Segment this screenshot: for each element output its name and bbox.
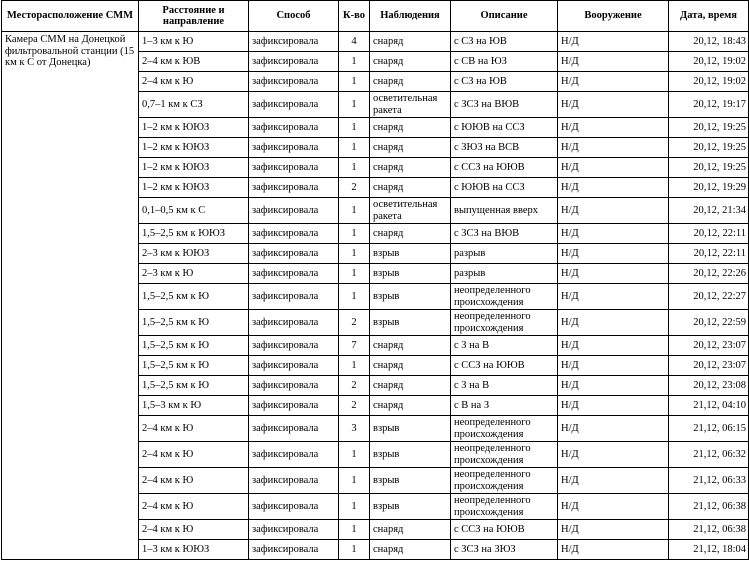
datetime-cell: 20,12, 19:02 (669, 72, 749, 92)
header-weapon: Вооружение (558, 1, 669, 32)
description-cell: с СВ на ЮЗ (451, 52, 558, 72)
distance-cell: 1,5–2,5 км к Ю (139, 310, 249, 336)
method-cell: зафиксировала (249, 118, 339, 138)
method-cell: зафиксировала (249, 224, 339, 244)
weapon-cell: Н/Д (558, 32, 669, 52)
method-cell: зафиксировала (249, 198, 339, 224)
count-cell: 1 (339, 264, 370, 284)
distance-cell: 1,5–2,5 км к Ю (139, 336, 249, 356)
weapon-cell: Н/Д (558, 118, 669, 138)
count-cell: 1 (339, 442, 370, 468)
description-cell: с ЗСЗ на ВЮВ (451, 92, 558, 118)
datetime-cell: 20,12, 22:26 (669, 264, 749, 284)
observation-cell: снаряд (370, 32, 451, 52)
weapon-cell: Н/Д (558, 284, 669, 310)
observation-cell: снаряд (370, 72, 451, 92)
datetime-cell: 20,12, 23:08 (669, 376, 749, 396)
description-cell: с З на В (451, 376, 558, 396)
datetime-cell: 21,12, 18:04 (669, 540, 749, 560)
observation-cell: снаряд (370, 158, 451, 178)
count-cell: 1 (339, 356, 370, 376)
count-cell: 2 (339, 396, 370, 416)
description-cell: с ССЗ на ЮЮВ (451, 520, 558, 540)
distance-cell: 1–3 км к ЮЮЗ (139, 540, 249, 560)
method-cell: зафиксировала (249, 32, 339, 52)
header-datetime: Дата, время (669, 1, 749, 32)
observation-cell: взрыв (370, 494, 451, 520)
datetime-cell: 21,12, 06:32 (669, 442, 749, 468)
header-row (2, 1, 749, 32)
method-cell: зафиксировала (249, 284, 339, 310)
method-cell: зафиксировала (249, 442, 339, 468)
distance-cell: 2–4 км к Ю (139, 468, 249, 494)
weapon-cell: Н/Д (558, 356, 669, 376)
observation-cell: взрыв (370, 416, 451, 442)
count-cell: 1 (339, 52, 370, 72)
distance-cell: 1,5–3 км к Ю (139, 396, 249, 416)
description-cell: с ЗСЗ на ВЮВ (451, 224, 558, 244)
location-cell: Камера СММ на Донецкой фильтровальной станции (15 км к С от Донецка) (2, 32, 139, 560)
distance-cell: 2–4 км к Ю (139, 494, 249, 520)
distance-cell: 2–4 км к Ю (139, 416, 249, 442)
description-cell: с ЮЮВ на ССЗ (451, 178, 558, 198)
observation-cell: снаряд (370, 356, 451, 376)
datetime-cell: 20,12, 23:07 (669, 336, 749, 356)
count-cell: 7 (339, 336, 370, 356)
distance-cell: 0,1–0,5 км к С (139, 198, 249, 224)
count-cell: 2 (339, 310, 370, 336)
datetime-cell: 20,12, 22:11 (669, 224, 749, 244)
method-cell: зафиксировала (249, 520, 339, 540)
datetime-cell: 20,12, 23:07 (669, 356, 749, 376)
header-method: Способ (249, 1, 339, 32)
method-cell: зафиксировала (249, 540, 339, 560)
datetime-cell: 20,12, 22:27 (669, 284, 749, 310)
weapon-cell: Н/Д (558, 494, 669, 520)
weapon-cell: Н/Д (558, 310, 669, 336)
datetime-cell: 20,12, 19:25 (669, 138, 749, 158)
description-cell: неопределенного происхождения (451, 442, 558, 468)
weapon-cell: Н/Д (558, 540, 669, 560)
weapon-cell: Н/Д (558, 336, 669, 356)
distance-cell: 2–3 км к Ю (139, 264, 249, 284)
count-cell: 1 (339, 540, 370, 560)
description-cell: разрыв (451, 264, 558, 284)
description-cell: неопределенного происхождения (451, 310, 558, 336)
distance-cell: 1,5–2,5 км к Ю (139, 376, 249, 396)
description-cell: разрыв (451, 244, 558, 264)
header-location: Месторасположение СММ (2, 1, 139, 32)
count-cell: 1 (339, 244, 370, 264)
header-observation: Наблюдения (370, 1, 451, 32)
count-cell: 2 (339, 376, 370, 396)
observation-cell: снаряд (370, 118, 451, 138)
weapon-cell: Н/Д (558, 468, 669, 494)
datetime-cell: 20,12, 19:25 (669, 118, 749, 138)
description-cell: неопределенного происхождения (451, 468, 558, 494)
method-cell: зафиксировала (249, 178, 339, 198)
description-cell: с ЗЮЗ на ВСВ (451, 138, 558, 158)
datetime-cell: 20,12, 19:17 (669, 92, 749, 118)
method-cell: зафиксировала (249, 264, 339, 284)
method-cell: зафиксировала (249, 72, 339, 92)
observation-cell: снаряд (370, 138, 451, 158)
count-cell: 1 (339, 494, 370, 520)
datetime-cell: 21,12, 06:15 (669, 416, 749, 442)
weapon-cell: Н/Д (558, 198, 669, 224)
observation-cell: взрыв (370, 310, 451, 336)
count-cell: 1 (339, 138, 370, 158)
description-cell: с СЗ на ЮВ (451, 32, 558, 52)
method-cell: зафиксировала (249, 244, 339, 264)
description-cell: неопределенного происхождения (451, 416, 558, 442)
method-cell: зафиксировала (249, 52, 339, 72)
distance-cell: 2–4 км к Ю (139, 442, 249, 468)
header-distance: Расстояние и направление (139, 1, 249, 32)
method-cell: зафиксировала (249, 494, 339, 520)
weapon-cell: Н/Д (558, 158, 669, 178)
observations-table (1, 0, 749, 560)
description-cell: неопределенного происхождения (451, 284, 558, 310)
description-cell: с ЮЮВ на ССЗ (451, 118, 558, 138)
observation-cell: снаряд (370, 178, 451, 198)
observation-cell: взрыв (370, 468, 451, 494)
weapon-cell: Н/Д (558, 72, 669, 92)
datetime-cell: 20,12, 22:11 (669, 244, 749, 264)
weapon-cell: Н/Д (558, 92, 669, 118)
weapon-cell: Н/Д (558, 224, 669, 244)
weapon-cell: Н/Д (558, 520, 669, 540)
method-cell: зафиксировала (249, 158, 339, 178)
datetime-cell: 21,12, 04:10 (669, 396, 749, 416)
distance-cell: 2–4 км к ЮВ (139, 52, 249, 72)
weapon-cell: Н/Д (558, 138, 669, 158)
distance-cell: 2–4 км к Ю (139, 72, 249, 92)
observation-cell: снаряд (370, 336, 451, 356)
distance-cell: 2–4 км к Ю (139, 520, 249, 540)
weapon-cell: Н/Д (558, 376, 669, 396)
weapon-cell: Н/Д (558, 264, 669, 284)
description-cell: с ССЗ на ЮЮВ (451, 356, 558, 376)
observation-cell: осветительная ракета (370, 92, 451, 118)
count-cell: 1 (339, 520, 370, 540)
description-cell: с СЗ на ЮВ (451, 72, 558, 92)
datetime-cell: 21,12, 06:38 (669, 494, 749, 520)
distance-cell: 1–2 км к ЮЮЗ (139, 138, 249, 158)
weapon-cell: Н/Д (558, 52, 669, 72)
method-cell: зафиксировала (249, 396, 339, 416)
distance-cell: 1,5–2,5 км к Ю (139, 356, 249, 376)
observation-cell: взрыв (370, 284, 451, 310)
observation-cell: взрыв (370, 244, 451, 264)
observation-cell: снаряд (370, 52, 451, 72)
count-cell: 4 (339, 32, 370, 52)
datetime-cell: 20,12, 19:02 (669, 52, 749, 72)
distance-cell: 1,5–2,5 км к Ю (139, 284, 249, 310)
observation-cell: взрыв (370, 264, 451, 284)
datetime-cell: 20,12, 19:29 (669, 178, 749, 198)
distance-cell: 1–2 км к ЮЮЗ (139, 158, 249, 178)
description-cell: с ЗСЗ на ЗЮЗ (451, 540, 558, 560)
count-cell: 1 (339, 158, 370, 178)
distance-cell: 0,7–1 км к СЗ (139, 92, 249, 118)
weapon-cell: Н/Д (558, 396, 669, 416)
datetime-cell: 20,12, 22:59 (669, 310, 749, 336)
method-cell: зафиксировала (249, 336, 339, 356)
distance-cell: 1,5–2,5 км к ЮЮЗ (139, 224, 249, 244)
observation-cell: снаряд (370, 224, 451, 244)
count-cell: 1 (339, 224, 370, 244)
weapon-cell: Н/Д (558, 416, 669, 442)
table-body (2, 32, 749, 560)
weapon-cell: Н/Д (558, 442, 669, 468)
method-cell: зафиксировала (249, 310, 339, 336)
count-cell: 1 (339, 72, 370, 92)
method-cell: зафиксировала (249, 416, 339, 442)
count-cell: 1 (339, 468, 370, 494)
header-description: Описание (451, 1, 558, 32)
method-cell: зафиксировала (249, 138, 339, 158)
distance-cell: 1–2 км к ЮЮЗ (139, 178, 249, 198)
observation-cell: осветительная ракета (370, 198, 451, 224)
method-cell: зафиксировала (249, 468, 339, 494)
count-cell: 3 (339, 416, 370, 442)
observation-cell: снаряд (370, 396, 451, 416)
count-cell: 1 (339, 284, 370, 310)
method-cell: зафиксировала (249, 92, 339, 118)
description-cell: выпущенная вверх (451, 198, 558, 224)
description-cell: с В на З (451, 396, 558, 416)
weapon-cell: Н/Д (558, 178, 669, 198)
distance-cell: 1–2 км к ЮЮЗ (139, 118, 249, 138)
header-count: К-во (339, 1, 370, 32)
observation-cell: снаряд (370, 376, 451, 396)
datetime-cell: 20,12, 18:43 (669, 32, 749, 52)
datetime-cell: 20,12, 21:34 (669, 198, 749, 224)
datetime-cell: 21,12, 06:33 (669, 468, 749, 494)
observation-cell: взрыв (370, 442, 451, 468)
description-cell: с ССЗ на ЮЮВ (451, 158, 558, 178)
distance-cell: 2–3 км к ЮЮЗ (139, 244, 249, 264)
count-cell: 1 (339, 198, 370, 224)
method-cell: зафиксировала (249, 356, 339, 376)
description-cell: неопределенного происхождения (451, 494, 558, 520)
datetime-cell: 21,12, 06:38 (669, 520, 749, 540)
observation-cell: снаряд (370, 520, 451, 540)
weapon-cell: Н/Д (558, 244, 669, 264)
datetime-cell: 20,12, 19:25 (669, 158, 749, 178)
count-cell: 1 (339, 92, 370, 118)
count-cell: 1 (339, 118, 370, 138)
distance-cell: 1–3 км к Ю (139, 32, 249, 52)
observation-cell: снаряд (370, 540, 451, 560)
description-cell: с З на В (451, 336, 558, 356)
method-cell: зафиксировала (249, 376, 339, 396)
count-cell: 2 (339, 178, 370, 198)
table-row (2, 32, 749, 52)
